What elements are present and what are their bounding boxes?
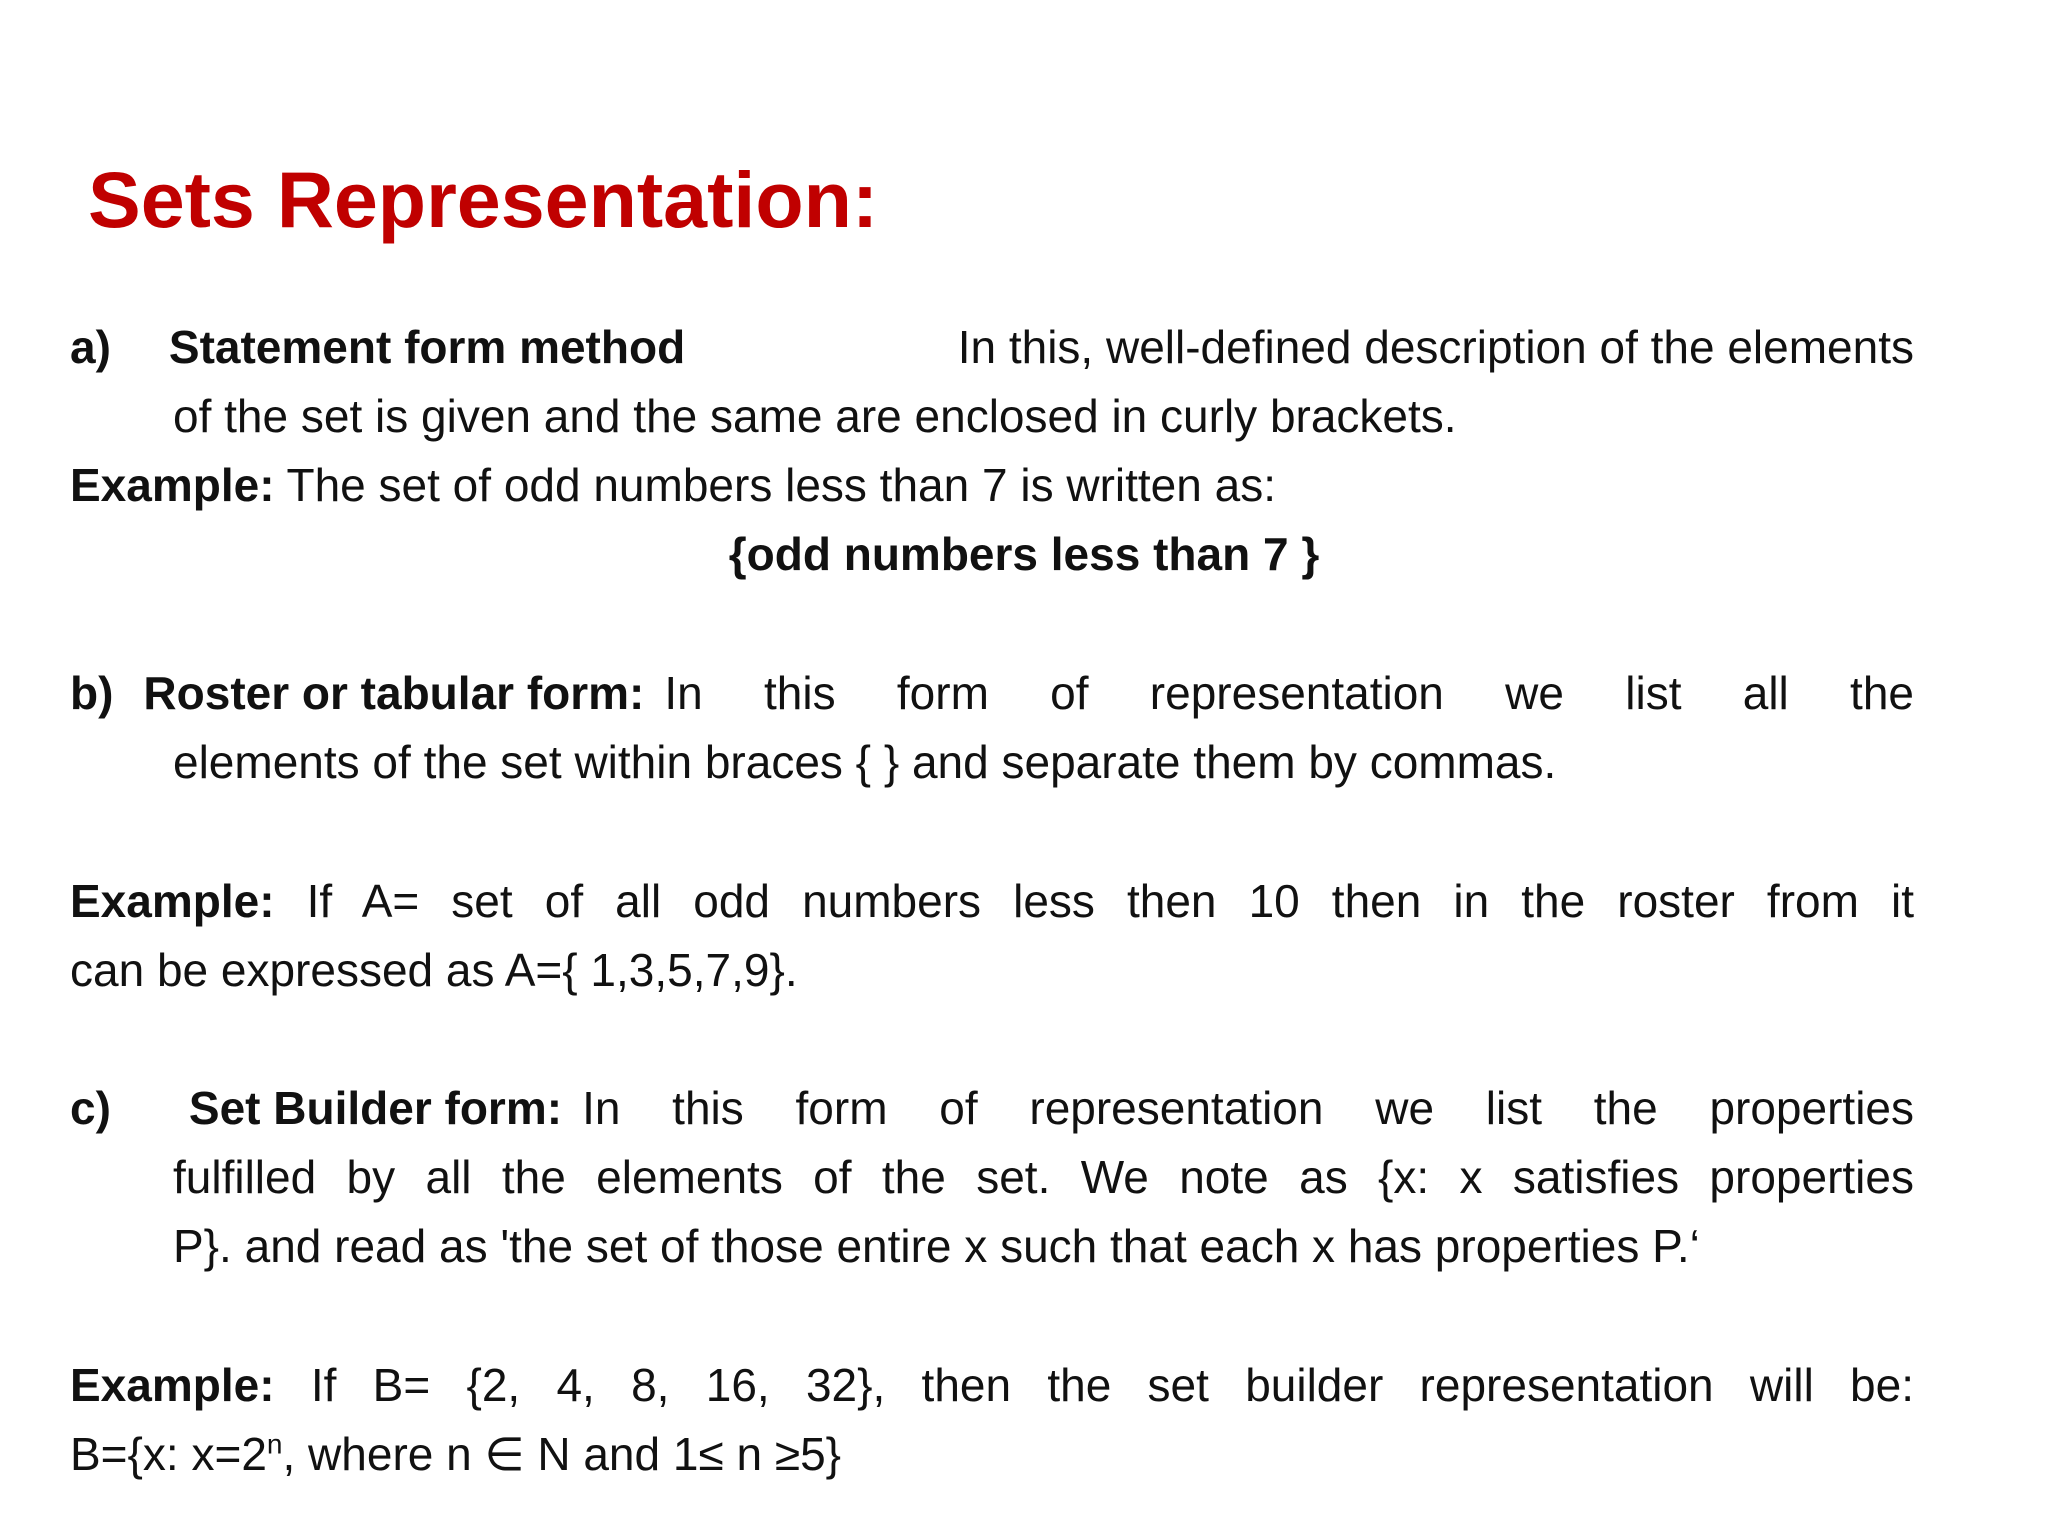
section-b-example-line2: can be expressed as A={ 1,3,5,7,9}. (70, 944, 798, 996)
section-c-heading: Set Builder form: (188, 1082, 563, 1134)
section-b-example-line1: Example: If A= set of all odd numbers less then 10 then in the roster from it (70, 875, 1914, 927)
section-c-example-label: Example: (70, 1359, 275, 1411)
section-a-example-label: Example: (70, 459, 275, 511)
section-a-line1-text: In this, well-defined description of the elements (957, 321, 1914, 373)
section-c-line3: P}. and read as 'the set of those entire x such that each x has properties P.‘ (173, 1220, 1700, 1272)
section-c-line1 (70, 1082, 1914, 1134)
section-a-example (70, 459, 1276, 511)
section-b-marker: b) (70, 667, 114, 719)
section-a-heading: Statement form method (168, 321, 686, 373)
section-b-heading: Roster or tabular form: (143, 667, 645, 719)
section-b-example-label: Example: (70, 875, 275, 927)
section-a-line2: of the set is given and the same are enclosed in curly brackets. (173, 390, 1457, 442)
section-c-example-line2: B={x: $x=2^n$, where n ∈ N and 1≤ n ≥5} (70, 1428, 842, 1480)
section-c-example-line1: Example: If B= {2, 4, 8, 16, 32}, then the set builder representation will be: (70, 1359, 1915, 1411)
section-c-line1-text: In this form of representation we list the properties (582, 1082, 1914, 1134)
section-a-example-set: {odd numbers less than 7 } (728, 528, 1320, 580)
slide-title: Sets Representation: (88, 155, 879, 244)
section-c-line2: fulfilled by all the elements of the set. We note as {x: x satisfies properties (173, 1151, 1914, 1203)
section-b-line2: elements of the set within braces { } and separate them by commas. (173, 736, 1557, 788)
section-a-example-text: The set of odd numbers less than 7 is written as: (286, 459, 1276, 511)
section-a-line1 (70, 321, 1914, 373)
section-c-marker: c) (70, 1082, 111, 1134)
section-b-line1-text: In this form of representation we list all the (664, 667, 1914, 719)
section-a-marker: a) (70, 321, 111, 373)
section-b-line1 (70, 667, 1914, 719)
